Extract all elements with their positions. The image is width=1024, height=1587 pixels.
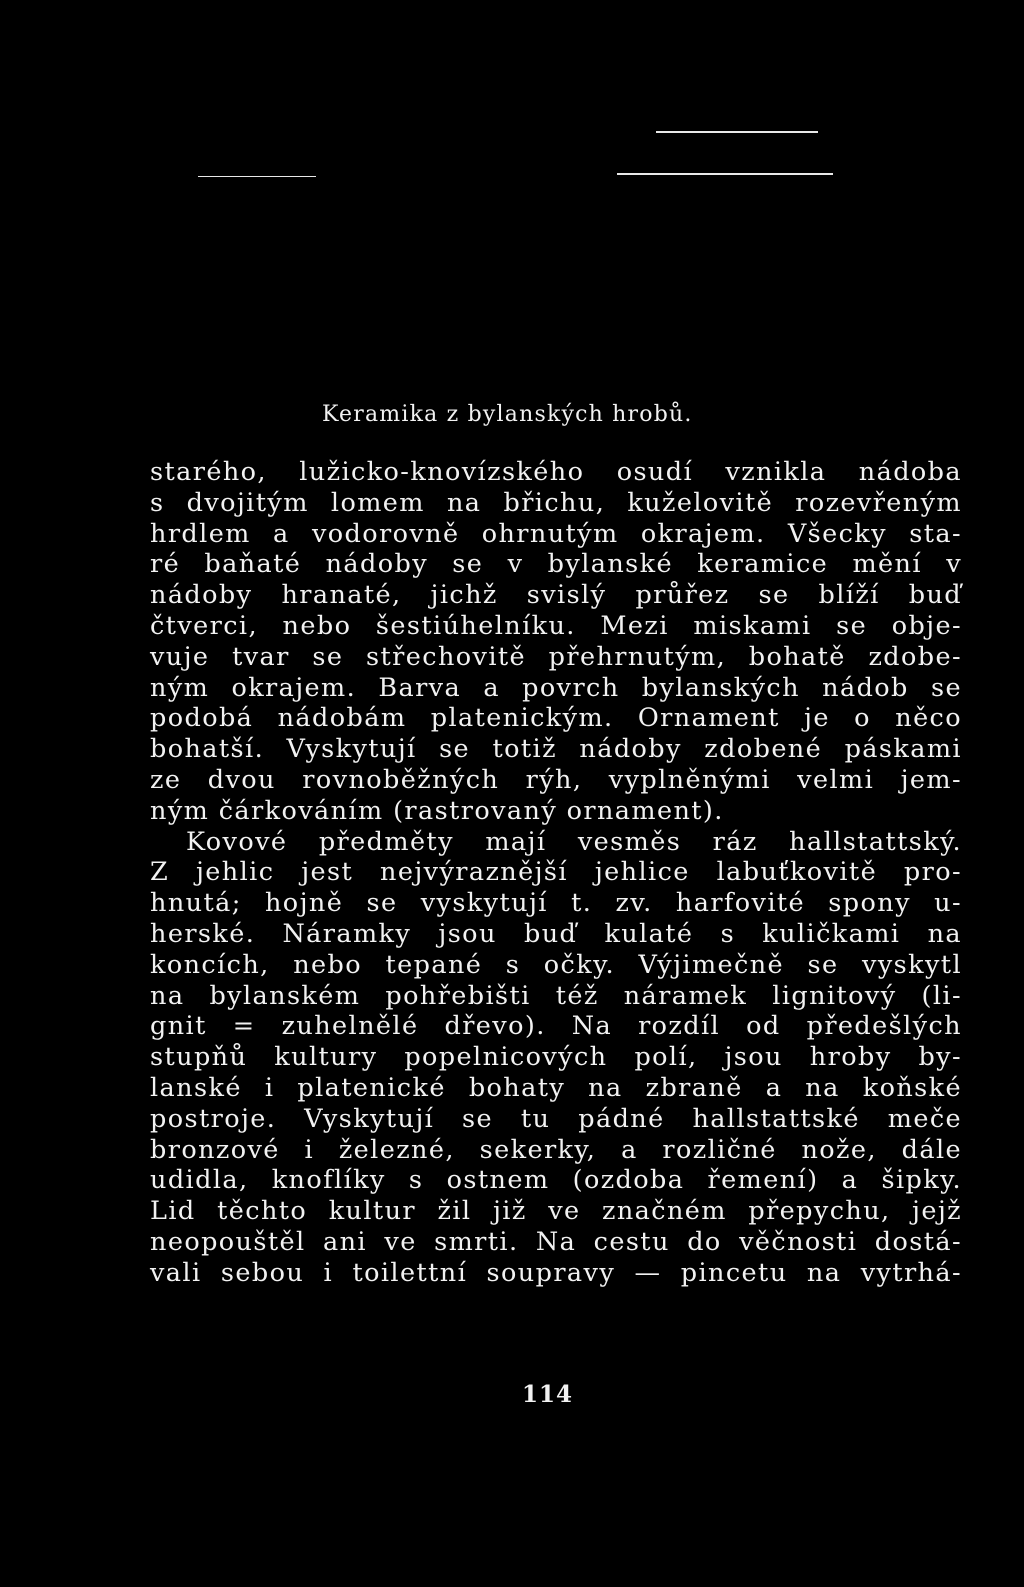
text-line: ze dvou rovnoběžných rýh, vyplněnými velmi jem- [150, 764, 962, 795]
page-number: 114 [522, 1381, 574, 1408]
text-line: ným okrajem. Barva a povrch bylanských nádob se [150, 672, 962, 703]
text-line: čtverci, nebo šestiúhelníku. Mezi miskami se obje- [150, 610, 962, 641]
text-line: hrdlem a vodorovně ohrnutým okrajem. Všecky sta- [150, 518, 962, 549]
text-line: bohatší. Vyskytují se totiž nádoby zdobené páskami [150, 734, 962, 765]
text-line: podobá nádobám platenickým. Ornament je o něco [150, 703, 962, 734]
text-line: ré baňaté nádoby se v bylanské keramice mění v [150, 549, 962, 580]
header-rule-top [656, 131, 818, 133]
header-rule-right [617, 173, 833, 175]
text-line: lanské i platenické bohaty na zbraně a na koňské [150, 1072, 962, 1103]
text-line: stupňů kultury popelnicových polí, jsou hroby by- [150, 1042, 962, 1073]
text-line: hnutá; hojně se vyskytují t. zv. harfovité spony u- [150, 888, 962, 919]
text-line: vali sebou i toilettní soupravy — pincetu na vytrhá- [150, 1257, 962, 1288]
text-line: gnit = zuhelnělé dřevo). Na rozdíl od předešlých [150, 1011, 962, 1042]
text-line: udidla, knoflíky s ostnem (ozdoba řemení) a šipky. [150, 1165, 962, 1196]
text-line: starého, lužicko-knovízského osudí vznikla nádoba [150, 457, 962, 487]
header-rule-left [198, 176, 316, 177]
text-line: Z jehlic jest nejvýraznější jehlice labuťkovitě pro- [150, 857, 962, 888]
text-line: postroje. Vyskytují se tu pádné hallstattské meče [150, 1103, 962, 1134]
text-line: na bylanském pohřebišti též náramek lignitový (li- [150, 980, 962, 1011]
text-line: s dvojitým lomem na břichu, kuželovitě rozevřeným [150, 487, 962, 518]
text-line: herské. Náramky jsou buď kulaté s kuličkami na [150, 918, 962, 949]
text-line: Lid těchto kultur žil již ve značném přepychu, jejž [150, 1196, 962, 1227]
paragraph-start-line: Kovové předměty mají vesměs ráz hallstattský. [186, 826, 962, 857]
text-line: bronzové i železné, sekerky, a rozličné nože, dále [150, 1134, 962, 1165]
running-head: Keramika z bylanských hrobů. [322, 402, 693, 427]
text-line: nádoby hranaté, jichž svislý průřez se blíží buď [150, 580, 962, 611]
text-line: neopouštěl ani ve smrti. Na cestu do věčnosti dostá- [150, 1226, 962, 1257]
body-text [150, 457, 962, 1289]
text-line: vuje tvar se střechovitě přehrnutým, bohatě zdobe- [150, 641, 962, 672]
text-line: koncích, nebo tepané s očky. Výjimečně se vyskytl [150, 949, 962, 980]
paragraph-end-line: ným čárkováním (rastrovaný ornament). [150, 795, 724, 826]
